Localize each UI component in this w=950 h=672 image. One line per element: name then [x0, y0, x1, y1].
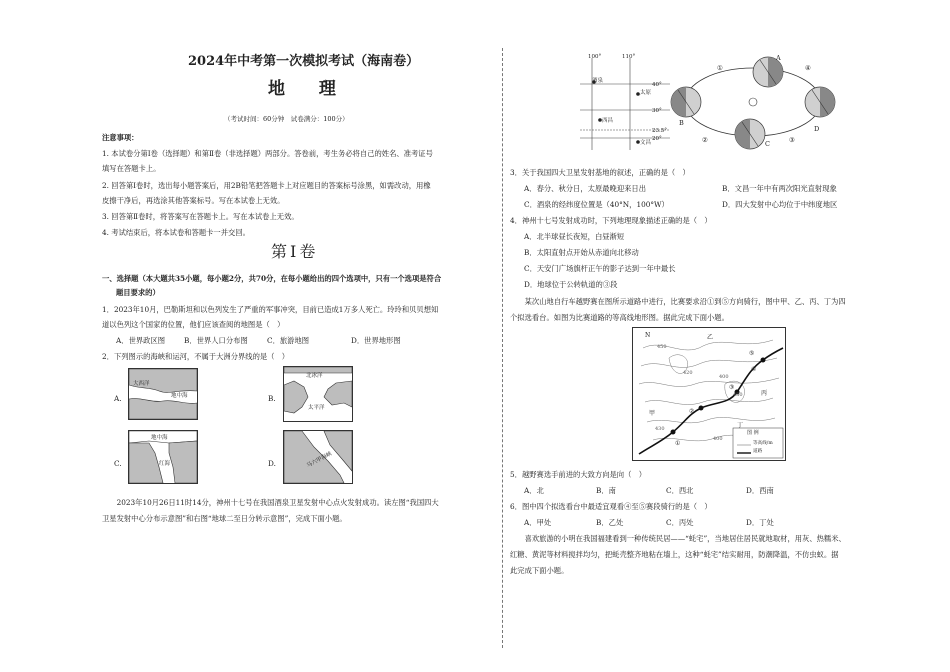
q5-option: D．西南 [746, 486, 774, 495]
lon-label: 110° [622, 54, 636, 60]
elevation-label: 420 [683, 370, 693, 376]
q6-option: A．甲处 [524, 518, 552, 527]
q5-option: A．北 [524, 486, 544, 495]
elevation-label: 450 [733, 392, 743, 398]
column-divider [502, 48, 503, 648]
point-label: ③ [729, 384, 735, 391]
note-line: 1. 本试卷分第Ⅰ卷（选择题）和第Ⅱ卷（非选择题）两部分。答卷前，考生务必将自己的姓名、准考证号 [102, 149, 433, 158]
map-b [283, 366, 353, 422]
point-label: ⑤ [749, 350, 755, 357]
passage-line: 红糖、黄泥等材料搅拌均匀，把蚝壳整齐地粘在墙上，这种“蚝宅”结实耐用，防潮降温，不仿虫蚁。据 [510, 550, 839, 559]
site-label: 文昌 [640, 140, 652, 146]
q4-option: C．天安门广场旗杆正午的影子达到一年中最长 [524, 264, 676, 273]
q3-option: D．四大发射中心均位于中纬度地区 [722, 200, 838, 209]
lat-label: 23.5° [652, 128, 667, 134]
orbit-label: D [814, 125, 820, 133]
orbit-arrow-label: ④ [805, 64, 811, 72]
map-d [283, 430, 353, 484]
elevation-label: 400 [719, 374, 729, 380]
lat-label: 20° [652, 136, 662, 142]
q1-option: C．旅游地图 [267, 336, 310, 345]
q6-option: D．丁处 [746, 518, 774, 527]
lon-label: 100° [588, 54, 602, 60]
q2-option-label: D. [268, 459, 276, 468]
legend-contour: 等高线/m [753, 441, 773, 446]
q5-option: C．西北 [666, 486, 694, 495]
q2-option-label: C. [114, 459, 122, 468]
orbit-arrow-label: ③ [789, 136, 795, 144]
legend-road: 道路 [753, 449, 763, 454]
contour-map [632, 327, 786, 461]
earth-orbit-diagram [668, 52, 838, 152]
point-label: ② [689, 408, 695, 415]
map-a-label: 大西洋 [133, 381, 150, 387]
notes-heading: 注意事项： [102, 133, 139, 142]
q3-option: C．酒泉的经纬度位置是（40°N，100°W） [524, 200, 669, 209]
map-a-label: 地中海 [171, 393, 188, 399]
q4-stem: 4．神州十七号发射成功时，下列地理现象描述正确的是（ ） [510, 216, 712, 225]
q6-option: B．乙处 [596, 518, 624, 527]
point-label: ① [675, 440, 681, 447]
q1-stem: 1．2023年10月，巴勒斯坦和以色列发生了严重的军事冲突，目前已造成1万多人死亡。玲玲和贝贝想知 [102, 305, 439, 314]
passage-line: 2023年10月26日11时14分，神州十七号在我国酒泉卫星发射中心点火发射成功。读左图“我国四大 [102, 498, 439, 507]
earth-d [805, 87, 835, 117]
elevation-label: 450 [657, 344, 667, 350]
site-label: 太原 [640, 90, 652, 96]
note-line: 皮擦干净后，再选涂其他答案标号。写在本试卷上无效。 [102, 196, 285, 205]
section-instruction: 一、选择题（本大题共35小题，每小题2分，共70分，在每小题给出的四个选项中，只有一个选项是符合 [102, 274, 442, 283]
checkpoint-marker [671, 430, 676, 435]
orbit-label: A [776, 54, 781, 62]
passage-line: 某次山地自行车越野赛在图所示道路中进行，比赛要求沿①到⑤方向骑行，图中甲、乙、丙、丁为四 [510, 297, 846, 306]
section-heading: 第Ⅰ卷 [271, 242, 319, 261]
map-c-label: 地中海 [151, 435, 168, 441]
elevation-label: 400 [713, 436, 723, 442]
passage-line: 个拟选看台。如图为比赛道路的等高线地形图。据此完成下面小题。 [510, 313, 729, 322]
place-label: 甲 [649, 410, 656, 417]
checkpoint-marker [761, 358, 766, 363]
passage-line: 喜欢旅游的小明在我国福建看到一种传统民居——“蚝宅”，当地居住居民就地取材，用灰、热糯米、 [510, 534, 846, 543]
section-instruction: 题目要求的） [116, 288, 160, 297]
orbit-label: C [765, 140, 770, 148]
map-b-label: 北冰洋 [306, 373, 323, 379]
orbit-arrow-label: ① [717, 64, 723, 72]
note-line: 填写在答题卡上。 [102, 164, 161, 173]
map-c [128, 430, 198, 484]
q4-option: B．太阳直射点开始从赤道向北移动 [524, 248, 639, 257]
q1-stem: 道以色列这个国家的位置，他们应该查阅的地图是（ ） [102, 320, 285, 329]
earth-b [671, 87, 701, 117]
lat-label: 40° [652, 82, 662, 88]
place-label: 丙 [761, 390, 768, 397]
exam-info: （考试时间：60分钟 试卷满分：100分） [224, 115, 349, 123]
lat-label: 30° [652, 108, 662, 114]
point-label: ④ [751, 366, 757, 373]
map-a [128, 368, 198, 420]
q5-option: B．南 [596, 486, 616, 495]
site-label: 酒泉 [592, 78, 604, 84]
exam-title: 2024年中考第一次模拟考试（海南卷） [188, 54, 420, 69]
sun-icon [749, 98, 757, 106]
q4-option: A．北半球昼长夜短，白昼渐短 [524, 232, 625, 241]
orbit-arrow-label: ② [702, 136, 708, 144]
legend-title: 图 例 [747, 430, 759, 436]
checkpoint-marker [699, 406, 704, 411]
q1-option: D．世界地形图 [351, 336, 401, 345]
place-label: 丁 [737, 422, 744, 429]
map-b-label: 太平洋 [308, 405, 325, 411]
place-label: 乙 [707, 334, 714, 341]
q5-stem: 5．越野赛选手前进的大致方向是向（ ） [510, 470, 646, 479]
q2-option-label: B. [268, 394, 276, 403]
elevation-label: 430 [655, 426, 665, 432]
note-line: 3. 回答第Ⅱ卷时，将答案写在答题卡上。写在本试卷上无效。 [102, 212, 299, 221]
q6-option: C．丙处 [666, 518, 694, 527]
orbit-label: B [679, 119, 684, 127]
note-line: 4. 考试结束后，将本试卷和答题卡一并交回。 [102, 228, 250, 237]
earth-c [735, 119, 765, 149]
north-arrow-icon: N [645, 332, 651, 339]
site-label: 西昌 [602, 118, 614, 124]
note-line: 2. 回答第Ⅰ卷时，选出每小题答案后，用2B铅笔把答题卡上对应题目的答案标号涂黑，如需改动，用橡 [102, 181, 431, 190]
passage-line: 此完成下面小题。 [510, 566, 569, 575]
q4-option: D．地球位于公转轨道的③段 [524, 280, 618, 289]
q6-stem: 6．图中四个拟选看台中最适宜观看④至⑤赛段骑行的是（ ） [510, 502, 712, 511]
q2-option-label: A. [114, 394, 122, 403]
map-d-label: 马六甲海峡 [305, 450, 334, 470]
q3-option: A．春分、秋分日，太原最晚迎来日出 [524, 184, 647, 193]
passage-line: 卫星发射中心分布示意图”和右图“地球二至日分转示意图”，完成下面小题。 [102, 514, 347, 523]
q2-stem: 2．下列图示的海峡和运河，不属于大洲分界线的是（ ） [102, 352, 290, 361]
q1-option: A．世界政区图 [116, 336, 166, 345]
map-c-label: 红海 [159, 461, 171, 467]
q1-option: B．世界人口分布图 [184, 336, 248, 345]
q3-stem: 3．关于我国四大卫星发射基地的叙述，正确的是（ ） [510, 168, 690, 177]
q3-option: B．文昌一年中有两次阳光直射现象 [722, 184, 837, 193]
subject-title: 地 理 [268, 79, 350, 99]
